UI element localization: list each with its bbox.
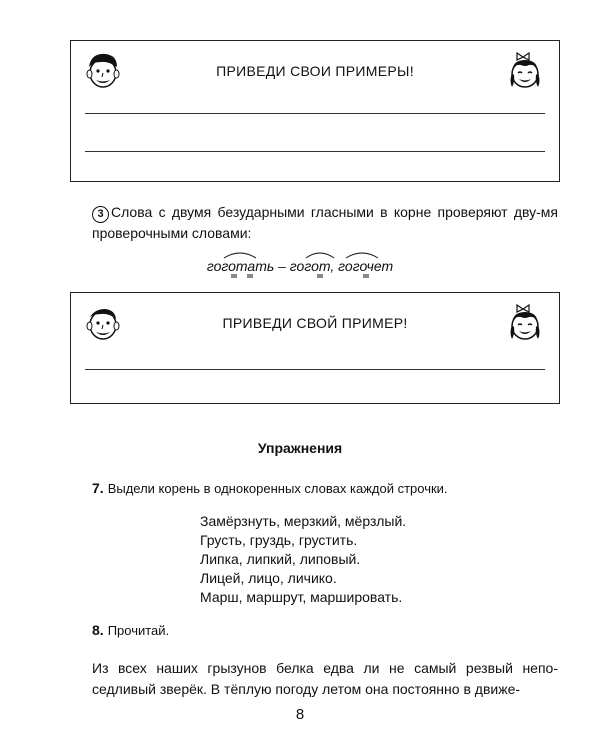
- girl-face-icon: [503, 301, 547, 345]
- word-line: Грусть, груздь, грустить.: [200, 532, 358, 548]
- task-7: [92, 480, 448, 496]
- word-line: Марш, маршрут, маршировать.: [200, 589, 403, 605]
- examples-box-1: [70, 40, 560, 182]
- example-words: гоготать – гогот, гогочет: [206, 258, 394, 274]
- task-instruction: Прочитай.: [107, 623, 170, 638]
- box-title: ПРИВЕДИ СВОЙ ПРИМЕР!: [222, 315, 408, 331]
- word-line: Замёрзнуть, мерзкий, мёрзлый.: [200, 513, 407, 529]
- word-line: Лицей, лицо, личико.: [200, 570, 337, 586]
- girl-face-icon: [503, 49, 547, 93]
- rule-3: [92, 202, 558, 244]
- rule-text: Слова с двумя безударными гласными в корне проверяют дву-мя проверочными словами:: [92, 204, 558, 241]
- answer-line: [85, 369, 545, 370]
- word-line: Липка, липкий, липовый.: [200, 551, 361, 567]
- examples-box-2: [70, 292, 560, 404]
- section-heading: Упражнения: [257, 440, 343, 456]
- answer-line: [85, 151, 545, 152]
- task-instruction: Выдели корень в однокоренных словах каждой строчки.: [107, 481, 448, 496]
- rule-number-badge: 3: [92, 206, 109, 223]
- task-number: 7.: [92, 480, 104, 496]
- answer-line: [85, 113, 545, 114]
- reading-paragraph: Из всех наших грызунов белка едва ли не самый резвый непо-седливый зверёк. В тёплую погоду летом она постоянно в движе-: [92, 660, 558, 697]
- task-number: 8.: [92, 622, 104, 638]
- box-title: ПРИВЕДИ СВОИ ПРИМЕРЫ!: [216, 63, 414, 79]
- page-number: 8: [295, 706, 305, 723]
- task-8: [92, 622, 169, 638]
- word-list: [200, 512, 406, 607]
